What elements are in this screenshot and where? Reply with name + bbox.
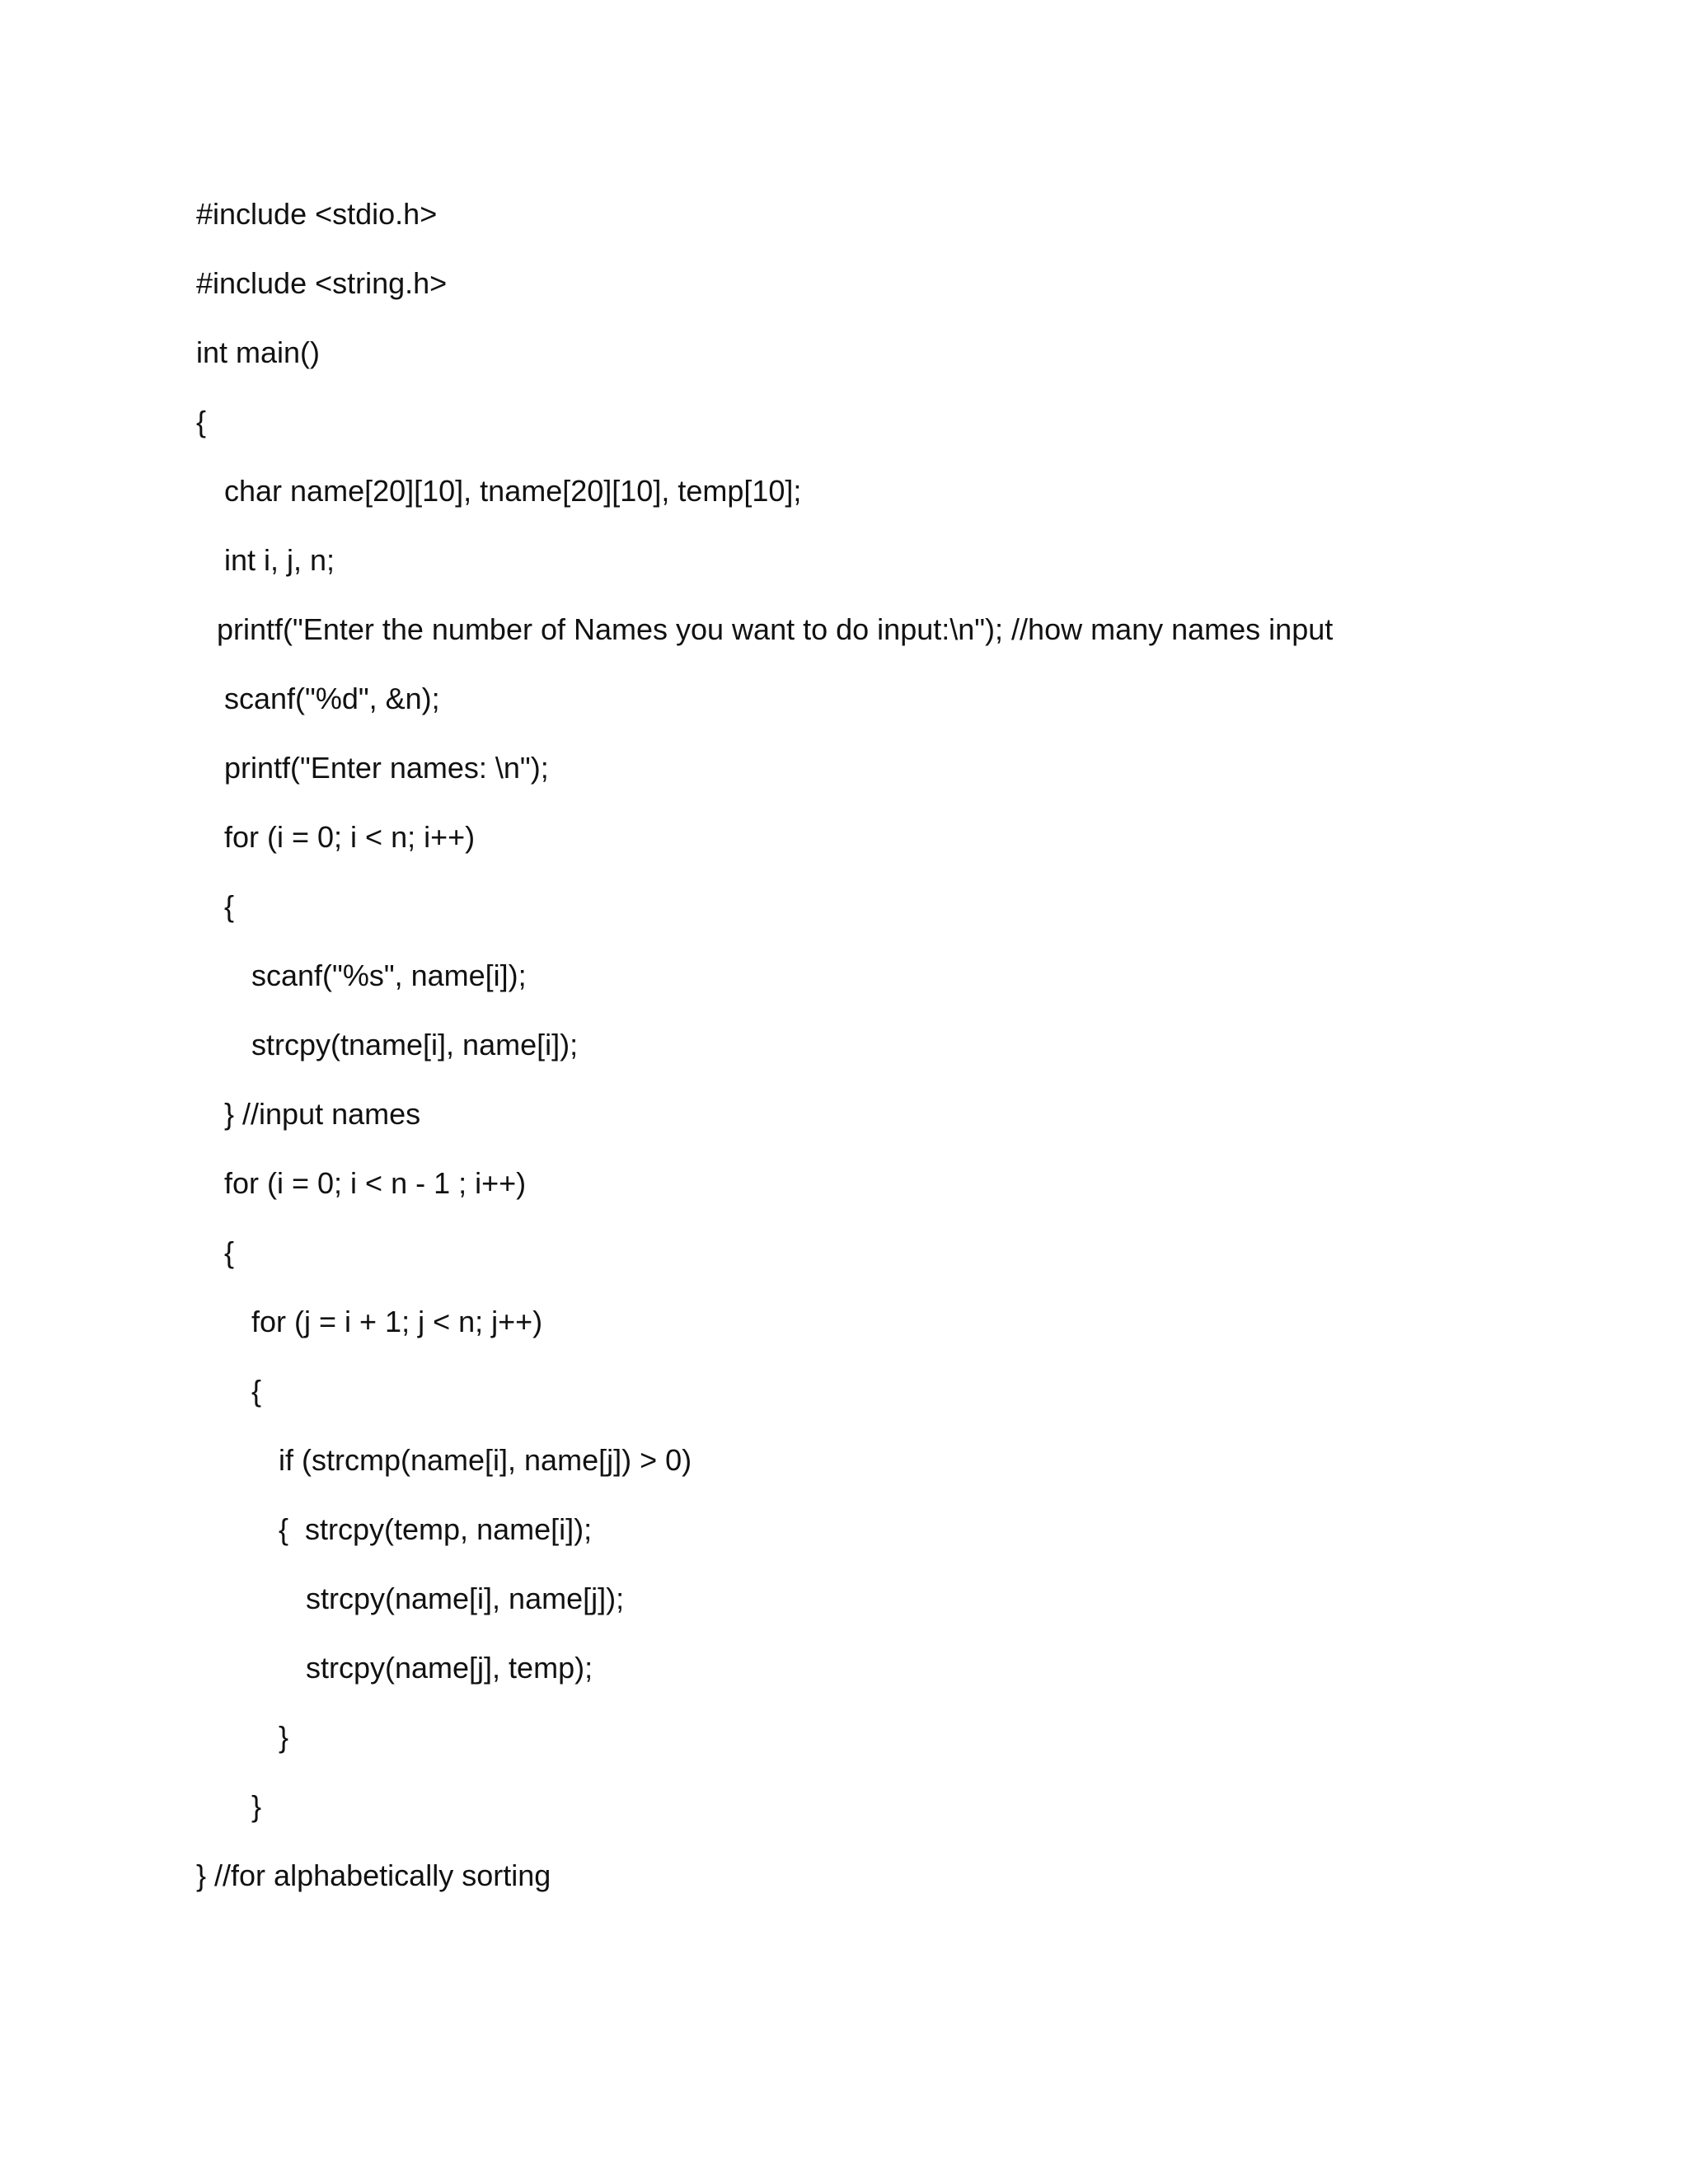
- code-line: scanf("%s", name[i]);: [251, 958, 527, 992]
- code-line: int main(): [196, 335, 321, 369]
- code-line: #include <string.h>: [196, 266, 448, 300]
- code-line: { strcpy(temp, name[i]);: [279, 1512, 593, 1546]
- code-line: strcpy(tname[i], name[i]);: [251, 1028, 579, 1062]
- code-line: {: [251, 1374, 262, 1408]
- code-line: }: [251, 1789, 262, 1823]
- code-line: scanf("%d", &n);: [224, 682, 440, 715]
- code-line: char name[20][10], tname[20][10], temp[10];: [224, 474, 802, 508]
- code-line: for (i = 0; i < n; i++): [224, 820, 476, 854]
- code-line: }: [279, 1720, 289, 1754]
- code-line: #include <stdio.h>: [196, 197, 438, 231]
- code-line: printf("Enter names: \n");: [224, 751, 549, 785]
- code-line: for (i = 0; i < n - 1 ; i++): [224, 1166, 527, 1200]
- code-line: int i, j, n;: [224, 543, 335, 577]
- code-line: for (j = i + 1; j < n; j++): [251, 1305, 543, 1338]
- code-line: strcpy(name[i], name[j]);: [306, 1582, 625, 1615]
- code-line: {: [196, 405, 207, 438]
- code-line: } //input names: [224, 1097, 421, 1131]
- code-line: if (strcmp(name[i], name[j]) > 0): [279, 1443, 692, 1477]
- code-line: strcpy(name[j], temp);: [306, 1651, 593, 1685]
- code-line: {: [224, 889, 235, 923]
- code-line: {: [224, 1235, 235, 1269]
- code-line: printf("Enter the number of Names you want to do input:\n"); //how many names input: [217, 612, 1334, 646]
- code-line: } //for alphabetically sorting: [196, 1858, 551, 1892]
